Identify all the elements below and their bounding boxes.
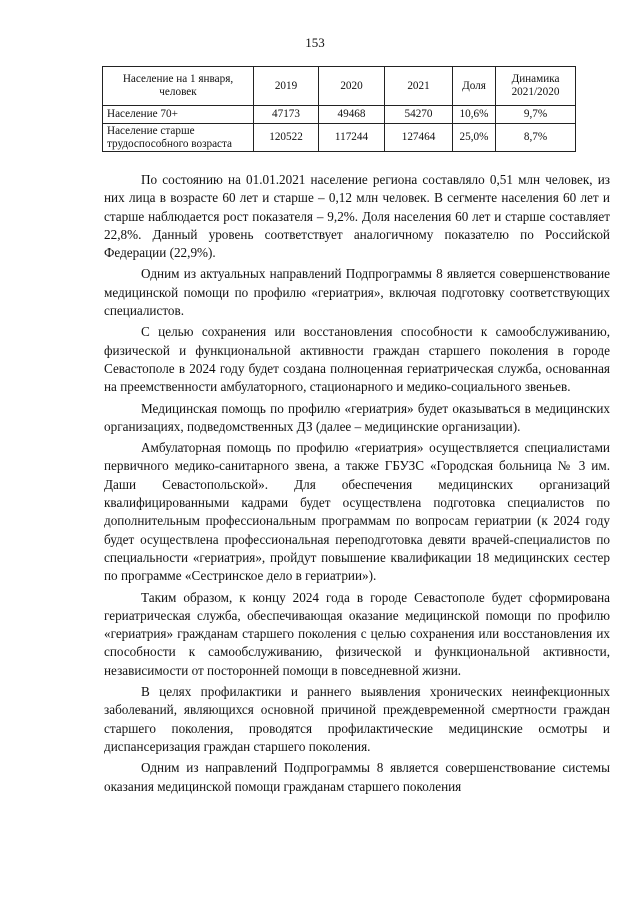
table-cell: 47173 xyxy=(254,106,319,124)
header-cell: Динамика 2021/2020 xyxy=(496,67,576,106)
body-text xyxy=(104,171,610,799)
table-row xyxy=(103,124,576,152)
header-cell: 2020 xyxy=(319,67,385,106)
paragraph: Медицинская помощь по профилю «гериатрия» будет оказываться в медицинских организациях, подведомственных ДЗ (далее – медицинские организации). xyxy=(104,400,610,434)
table-cell: 25,0% xyxy=(453,124,496,152)
page-number: 153 xyxy=(305,35,325,50)
paragraph: По состоянию на 01.01.2021 население региона составляло 0,51 млн человек, из них лица в возрасте 60 лет и старше – 0,12 млн человек. В сегменте населения 60 лет и старше наблюдается рост показателя – 9,2%. Доля населения 60 лет и старше составляет 22,8%. Данный уровень соответствует аналогичному показателю по Российской Федерации (22,9%). xyxy=(104,172,610,261)
table-cell: 8,7% xyxy=(496,124,576,152)
table-cell: 127464 xyxy=(385,124,453,152)
paragraph: С целью сохранения или восстановления способности к самообслуживанию, физической и функциональной активности граждан старшего поколения в городе Севастополе в 2024 году будет создана полноценная гериатрическая служба, основанная на преемственности амбулаторного, стационарного и медико-социального звеньев. xyxy=(104,324,610,395)
header-cell: 2021 xyxy=(385,67,453,106)
paragraph: Одним из направлений Подпрограммы 8 является совершенствование системы оказания медицинской помощи гражданам старшего поколения xyxy=(104,760,610,794)
paragraph: Одним из актуальных направлений Подпрограммы 8 является совершенствование медицинской помощи по профилю «гериатрия», включая подготовку соответствующих специалистов. xyxy=(104,266,610,319)
table-cell: 117244 xyxy=(319,124,385,152)
header-cell: 2019 xyxy=(254,67,319,106)
header-cell: Население на 1 января, человек xyxy=(103,67,254,106)
table-cell: 49468 xyxy=(319,106,385,124)
table-cell: 120522 xyxy=(254,124,319,152)
paragraph: В целях профилактики и раннего выявления хронических неинфекционных заболеваний, являющихся основной причиной преждевременной смертности граждан старшего поколения, проводятся профилактические медицинские осмотры и диспансеризация граждан старшего поколения. xyxy=(104,684,610,754)
table-cell: Население 70+ xyxy=(103,106,254,124)
table-cell: 9,7% xyxy=(496,106,576,124)
table-cell: 54270 xyxy=(385,106,453,124)
table-row xyxy=(103,106,576,124)
header-cell: Доля xyxy=(453,67,496,106)
table-header-row xyxy=(103,67,576,106)
table-cell: Население старше трудоспособного возраста xyxy=(103,124,254,152)
population-table xyxy=(102,66,576,152)
table-cell: 10,6% xyxy=(453,106,496,124)
paragraph: Амбулаторная помощь по профилю «гериатрия» осуществляется специалистами первичного медико-санитарного звена, а также ГБУЗС «Городская больница № 3 им. Даши Севастопольской». Для обеспечения медицинских организаций квалифицированными кадрами будет осуществлена подготовка специалистов по дополнительным профессиональным программам по вопросам гериатрии (к 2024 году будет осуществлена профессиональная переподготовка девяти врачей-специалистов по специальности «гериатрия», пройдут повышение квалификации 18 медицинских сестер по программе «Сестринское дело в гериатрии»). xyxy=(104,440,610,584)
paragraph: Таким образом, к концу 2024 года в городе Севастополе будет сформирована гериатрическая служба, обеспечивающая оказание медицинской помощи по профилю «гериатрия» гражданам старшего поколения с целью сохранения или восстановления их способности к самообслуживанию, физической и функциональной активности, независимости от посторонней помощи в повседневной жизни. xyxy=(104,589,610,678)
